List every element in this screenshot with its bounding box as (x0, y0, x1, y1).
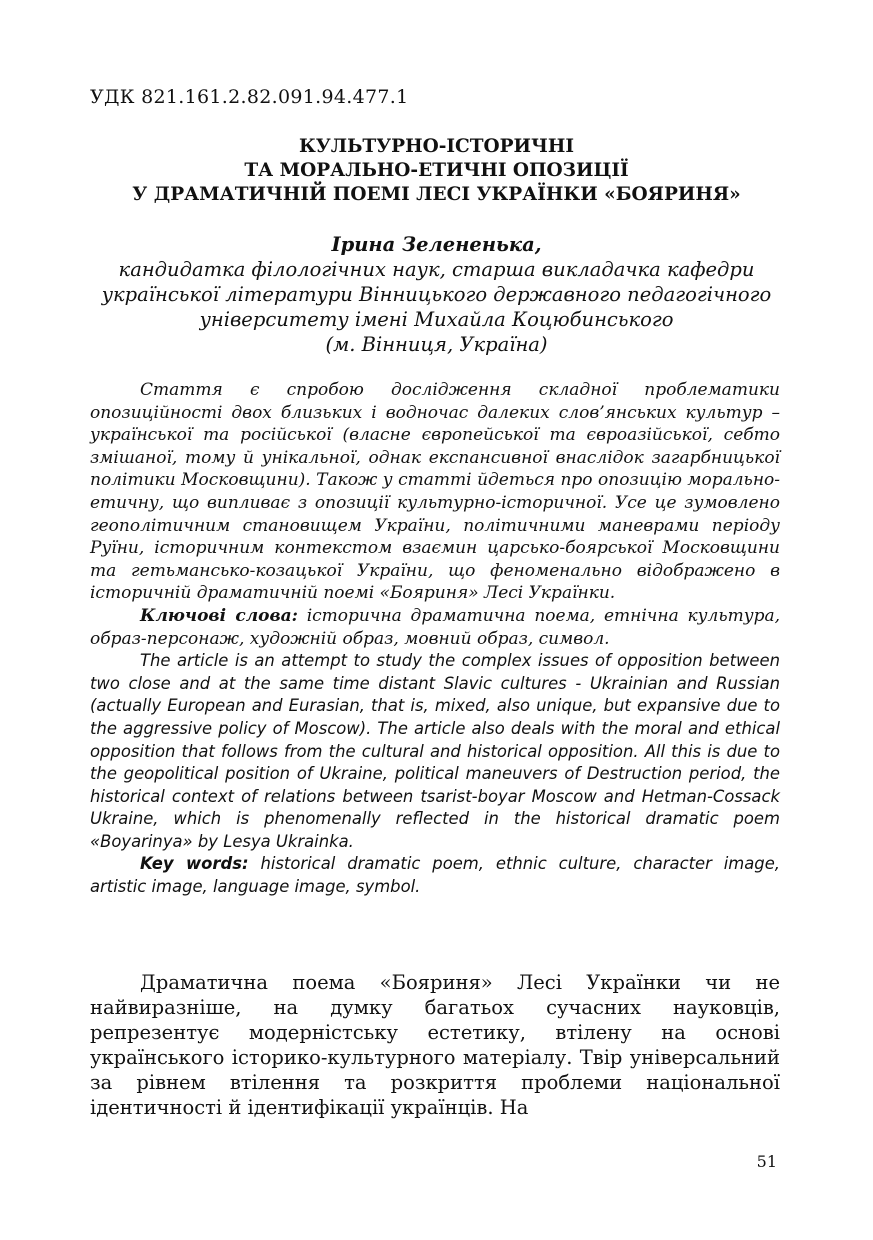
keywords-ukrainian (90, 605, 780, 650)
title-line: ТА МОРАЛЬНО-ЕТИЧНІ ОПОЗИЦІЇ (244, 160, 629, 181)
page-number: 51 (756, 1152, 777, 1171)
title-line: КУЛЬТУРНО-ІСТОРИЧНІ (298, 136, 575, 157)
keywords-label: Key words: (140, 854, 249, 874)
author-block (90, 232, 783, 357)
keywords-label: Ключові слова: (140, 605, 298, 626)
keywords-text: історична драматична поема, етнічна культура, образ-персонаж, художній образ, мовний образ, символ. (90, 605, 780, 649)
author-name: Ірина Зелененька, (331, 233, 542, 256)
title-line: У ДРАМАТИЧНІЙ ПОЕМІ ЛЕСІ УКРАЇНКИ «БОЯРИНЯ» (132, 184, 741, 205)
udk-code: УДК 821.161.2.82.091.94.477.1 (90, 86, 409, 108)
author-location: (м. Вінниця, Україна) (325, 333, 548, 356)
keywords-text: historical dramatic poem, ethnic culture, character image, artistic image, language image, symbol. (90, 854, 780, 897)
author-affiliation-line: університету імені Михайла Коцюбинського (199, 308, 674, 331)
keywords-english (90, 853, 780, 898)
abstract-ukrainian: Стаття є спробою дослідження складної проблематики опозиційності двох близьких і водночас далеких слов’янських культур – української та російської (власне європейської та євроазійської, себто змішаної, тому й унікальної, однак експансивної внаслідок загарбницької політики Московщини). Також у статті йдеться про опозицію морально-етичну, що випливає з опозиції культурно-історичної. Усе це зумовлено геополітичним становищем України, політичними маневрами періоду Руїни, історичним контекстом взаємин царсько-боярської Московщини та гетьмансько-козацької України, що феноменально відображено в історичній драматичній поемі «Бояриня» Лесі Українки. (90, 380, 780, 604)
article-title (90, 135, 783, 207)
abstract-english: The article is an attempt to study the complex issues of opposition between two close and at the same time distant Slavic cultures - Ukrainian and Russian (actually European and Eurasian, that is, mixed, also unique, but expansive due to the aggressive policy of Moscow). The article also deals with the moral and ethical opposition that follows from the cultural and historical opposition. All this is due to the geopolitical position of Ukraine, political maneuvers of Destruction period, the historical context of relations between tsarist-boyar Moscow and Hetman-Cossack Ukraine, which is phenomenally reflected in the historical dramatic poem «Boyarinya» by Lesya Ukrainka. (90, 651, 780, 851)
author-affiliation-line: української літератури Вінницького державного педагогічного (101, 283, 772, 306)
main-text (90, 970, 780, 1120)
abstract-section (90, 379, 780, 899)
body-paragraph: Драматична поема «Бояриня» Лесі Українки чи не найвиразніше, на думку багатьох сучасних науковців, репрезентує модерністську естетику, втілену на основі українського історико-культурного матеріалу. Твір універсальний за рівнем втілення та розкриття проблеми національної ідентичності й ідентифікації українців. На (90, 971, 780, 1119)
author-affiliation-line: кандидатка філологічних наук, старша викладачка кафедри (118, 258, 755, 281)
